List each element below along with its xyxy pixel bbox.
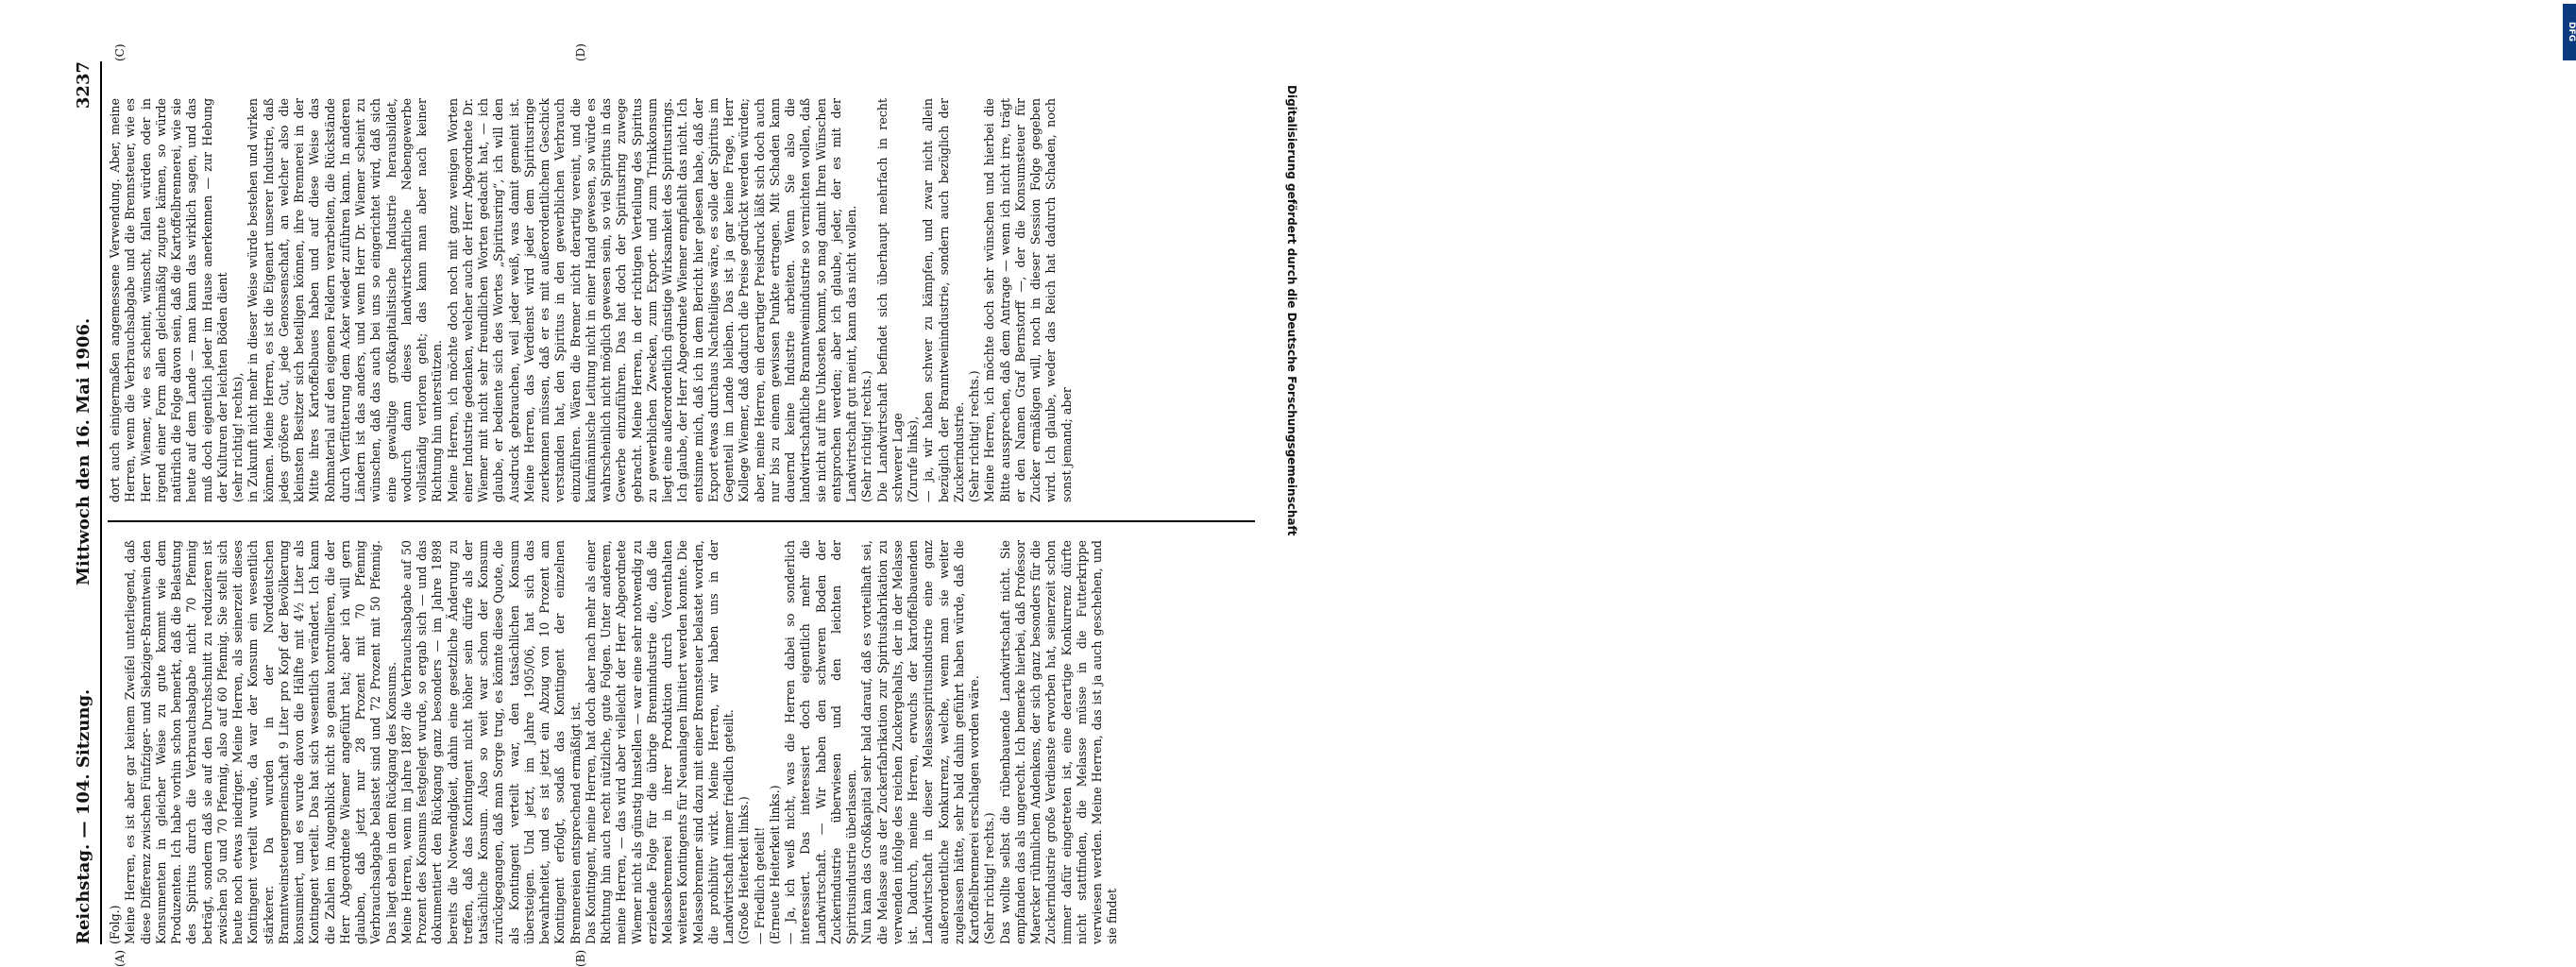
left-column-text: (Folg.) Meine Herren, es ist aber gar keinem Zweifel unterliegend, daß diese Differenz zwischen Fünfziger- und Siebziger-Branntwein den Konsumenten in gleicher Weise zu gute kommt wie dem Produzenten. Ich habe vorhin schon bemerkt, daß die Belastung des Spiritus durch die Verbrauchsabgabe nicht 70 Pfennig beträgt, sondern daß sie auf den Durchschnitt zu reduzieren ist zwischen 50 und 70 Pfennig, also auf 60 Pfennig. Sie stellt sich heute noch etwas niedriger. Meine Herren, als seinerzeit dieses Kontingent verteilt wurde, da war der Konsum ein wesentlich stärkerer. Da wurden in der Norddeutschen Branntweinsteuergemeinschaft 9 Liter pro Kopf der Bevölkerung konsumiert, und es wurde davon die Hälfte mit 4½ Liter als Kontingent verteilt. Das hat sich wesentlich verändert. Ich kann die Zahlen im Augenblick nicht so genau kontrollieren, die der Herr Abgeordnete Wiemer angeführt hat; aber ich will gern glauben, daß jetzt nur 28 Prozent mit 70 Pfennig Verbrauchsabgabe belastet sind und 72 Prozent mit 50 Pfennig. Das liegt eben in dem Rückgang des Konsums. Meine Herren, wenn im Jahre 1887 die Verbrauchsabgabe auf 50 Prozent des Konsums festgelegt wurde, so ergab sich — und das dokumentiert den Rückgang ganz besonders — im Jahre 1898 bereits die Notwendigkeit, dahin eine gesetzliche Änderung zu treffen, daß das Kontingent nicht höher sein dürfe als der tatsächliche Konsum. Also so weit war schon der Konsum zurückgegangen, daß man Sorge trug, es könnte diese Quote, die als Kontingent verteilt war, den tatsächlichen Konsum übersteigen. Und jetzt, im Jahre 1905/06, hat sich das bewahrheitet, und es ist jetzt ein Abzug von 10 Prozent am Kontingent erfolgt, sodaß das Kontingent der einzelnen Brennereien entsprechend ermäßigt ist. Das Kontingent, meine Herren, hat doch aber nach mehr als einer Richtung hin auch recht nützliche, gute Folgen. Unter anderem, meine Herren, — das wird aber vielleicht der Herr Abgeordnete Wiemer nicht als günstig hinstellen — war eine sehr notwendig zu erzielende Folge für die übrige Brennindustrie die, daß die Melassebrennerei in ihrer Produktion durch Vorenthalten weiteren Kontingents für Neuanlagen limitiert werden konnte. Die Melassebrenner sind dazu mit einer Brennsteuer belastet worden, die prohibitiv wirkt. Meine Herren, wir haben uns in der Landwirtschaft immer friedlich geteilt. (Große Heiterkeit links.) — Friedlich geteilt! (Erneute Heiterkeit links.) — Ja, ich weiß nicht, was die Herren dabei so sonderlich interessiert. Das interessiert doch eigentlich mehr die Landwirtschaft. — Wir haben den schweren Boden der Zuckerindustrie überwiesen und den leichten der Spiritusindustrie überlassen. Nun kam das Großkapital sehr bald darauf, daß es vorteilhaft sei, die Melasse aus der Zuckerfabrikation zur Spiritusfabrikation zu verwenden infolge des reichen Zuckergehalts, der in der Melasse ist. Dadurch, meine Herren, erwuchs der kartoffelbauenden Landwirtschaft in dieser Melassespiritusindustrie eine ganz außerordentliche Konkurrenz, welche, wenn man sie weiter zugelassen hätte, sehr bald dahin geführt haben würde, daß die Kartoffelbrennerei erschlagen worden wäre. (Sehr richtig! rechts.) Das wollte selbst die rübenbauende Landwirtschaft nicht. Sie empfanden das als ungerecht. Ich bemerke hierbei, daß Professor Maercker rühmlichen Andenkens, der sich ganz besonders für die Zuckerindustrie große Verdienste erworben hat, seinerzeit schon immer dafür eingetreten ist, eine derartige Konkurrenz dürfte nicht stattfinden, die Melasse müsse in die Futterkrippe verwiesen werden. Meine Herren, das ist ja auch geschehen, und sie findet	[108, 540, 1120, 944]
margin-marker-a: (A)	[113, 949, 127, 967]
margin-marker-b: (B)	[574, 949, 587, 967]
right-column-text: dort auch einigermaßen angemessene Verwendung. Aber, meine Herren, wenn die Verbrauchsabgabe und die Brennsteuer, wie es Herr Wiemer, wie es scheint, wünscht, fallen würden oder in irgend einer Form allen gleichmäßig zugute kämen, so würde natürlich die Folge davon sein, daß die Kartoffelbrennerei, wie sie heute auf dem Lande — man kann das wirklich sagen, und das muß doch eigentlich jeder im Hause anerkennen — zur Hebung der Kulturen der leichten Böden dient (sehr richtig! rechts), in Zukunft nicht mehr in dieser Weise würde bestehen und wirken können. Meine Herren, es ist die Eigenart unserer Industrie, daß jedes größere Gut, jede Genossenschaft, an welcher also die kleinsten Besitzer sich beteiligen können, ihre Brennerei in der Mitte ihres Kartoffelbaues haben und auf diese Weise das Rohmaterial auf den eigenen Feldern verarbeiten, die Rückstände durch Verfütterung dem Acker wieder zuführen kann. In anderen Ländern ist das anders, und wenn Herr Dr. Wiemer scheint zu wünschen, daß das auch bei uns so eingerichtet wird, daß sich eine gewaltige großkapitalistische Industrie herausbildet, wodurch dann dieses landwirtschaftliche Nebengewerbe vollständig verloren geht; das kann man aber nach keiner Richtung hin unterstützen. Meine Herren, ich möchte doch noch mit ganz wenigen Worten einer Industrie gedenken, welcher auch der Herr Abgeordnete Dr. Wiemer mit nicht sehr freundlichen Worten gedacht hat, — ich glaube, er bediente sich des Wortes „Spiritusring“, ich will den Ausdruck gebrauchen, weil jeder weiß, was damit gemeint ist. Meine Herren, das Verdienst wird jeder dem Spiritusringe zuerkennen müssen, daß er es mit außerordentlichem Geschick verstanden hat, den Spiritus in den gewerblichen Verbrauch einzuführen. Wären die Bremer nicht derartig vereint, und die kaufmännische Leitung nicht in einer Hand gewesen, so würde es wahrscheinlich nicht möglich gewesen sein, so viel Spiritus in das Gewerbe einzuführen. Das hat doch der Spiritusring zuwege gebracht. Meine Herren, in der richtigen Verteilung des Spiritus zu gewerblichen Zwecken, zum Export- und zum Trinkkonsum liegt eine außerordentlich günstige Wirksamkeit des Spiritusrings. Ich glaube, der Herr Abgeordnete Wiemer empfiehlt das nicht. Ich entsinne mich, daß ich in dem Bericht hier gelesen habe, daß der Export etwas durchaus Nachteiliges wäre, es solle der Spiritus im Gegenteil im Lande bleiben. Das ist ja gar keine Frage, Herr Kollege Wiemer, daß dadurch die Preise gedrückt werden würden; aber, meine Herren, ein derartiger Preisdruck läßt sich doch auch nur bis zu einem gewissen Punkte ertragen. Mit Schaden kann dauernd keine Industrie arbeiten. Wenn Sie also die landwirtschaftliche Branntweinindustrie so vernichten wollen, daß sie nicht auf ihre Unkosten kommt, so mag damit Ihren Wünschen entsprochen werden; aber ich glaube, jeder, der es mit der Landwirtschaft gut meint, kann das nicht wollen. (Sehr richtig! rechts.) Die Landwirtschaft befindet sich überhaupt mehrfach in recht schwerer Lage (Zurufe links), — ja, wir haben schwer zu kämpfen, und zwar nicht allein bezüglich der Branntweinindustrie, sondern auch bezüglich der Zuckerindustrie. (Sehr richtig! rechts.) Meine Herren, ich möchte doch sehr wünschen und hierbei die Bitte aussprechen, daß dem Antrage — wenn ich nicht irre, trägt er den Namen Graf Bernstorff —, der die Konsumsteuer für Zucker ermäßigen will, noch in dieser Session Folge gegeben wird. Ich glaube, weder das Reich hat dadurch Schaden, noch sonst jemand; aber	[108, 98, 1074, 502]
margin-marker-d: (D)	[574, 43, 587, 61]
header-session: Reichstag. — 104. Sitzung.	[74, 688, 93, 944]
column-divider	[108, 520, 1255, 522]
credit-text: Digitalisierung gefördert durch die Deutsche Forschungsgemeinschaft	[1285, 85, 1298, 536]
header-date: Mittwoch den 16. Mai 1906.	[74, 317, 93, 585]
header-page-number: 3237	[74, 61, 93, 110]
rotated-print-page	[68, 43, 1267, 967]
digitization-credit	[1285, 0, 1306, 944]
page-header	[68, 61, 102, 944]
margin-marker-c: (C)	[113, 43, 127, 61]
dfg-logo-icon: DFG	[2563, 4, 2576, 60]
